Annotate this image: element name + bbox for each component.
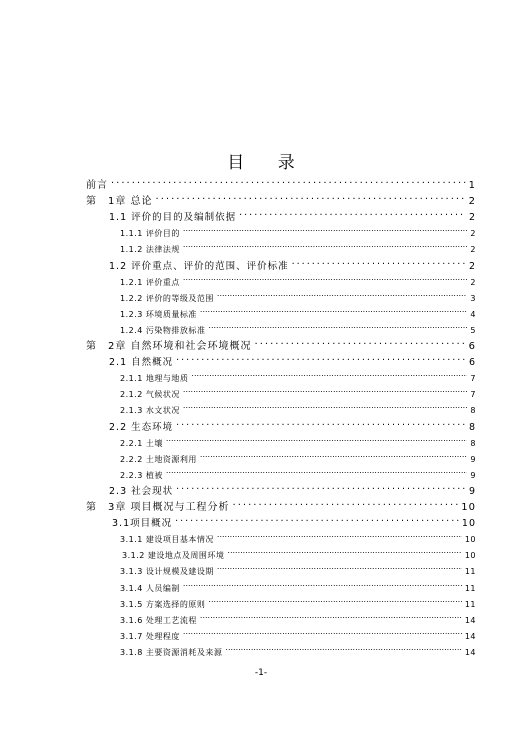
toc-entry[interactable] [120,560,476,577]
toc-entry[interactable] [120,448,476,462]
toc-entry-page: 9 [470,454,476,464]
toc-dot-leader [183,383,468,397]
page-number: -1- [254,668,268,678]
toc-entry-page: 11 [464,583,476,593]
toc-entry-page: 7 [470,390,476,400]
toc-entry-page: 9 [468,485,476,497]
toc-entry-label: 3.1.4 人员编制 [120,583,180,593]
toc-entry[interactable] [86,190,476,208]
toc-entry-label: 3.1.7 处理程度 [120,631,180,641]
toc-entry-page: 8 [468,421,476,433]
toc-entry[interactable] [120,464,476,478]
toc-entry-page: 6 [468,341,476,352]
toc-dot-leader [111,174,466,188]
toc-entry-page: 6 [468,357,476,369]
toc-entry[interactable] [120,625,476,639]
toc-entry-page: 14 [464,647,476,657]
toc-entry[interactable] [109,416,476,433]
toc-entry-page: 2 [468,196,476,208]
toc-entry[interactable] [120,577,476,591]
toc-entry-page: 8 [470,406,476,416]
toc-dot-leader [225,641,461,655]
toc-entry[interactable] [120,383,476,400]
toc-entry-label: 2.2.2 土地资源利用 [120,454,197,464]
toc-entry-page: 2 [470,277,476,287]
toc-entry[interactable] [120,609,476,623]
toc-entry-label: 3.1.6 处理工艺流程 [120,615,197,625]
toc-entry-label: 前言 [86,180,108,191]
toc-dot-leader [183,271,468,285]
toc-entry-label: 3.1.1 建设项目基本情况 [120,535,214,545]
toc-entry-label: 1.2 评价重点、评价的范围、评价标准 [109,260,289,272]
toc-dot-leader [183,399,468,413]
toc-dot-leader [183,222,468,236]
toc-entry[interactable] [120,641,476,655]
toc-entry-label: 第 1章 总论 [86,196,153,208]
toc-dot-leader [217,528,462,542]
toc-entry[interactable] [120,399,476,416]
toc-entry[interactable] [109,480,476,497]
toc-dot-leader [208,593,461,607]
toc-entry[interactable] [120,319,476,333]
toc-entry[interactable] [109,206,476,224]
toc-entry-label: 3.1.8 主要资源消耗及来源 [120,647,223,657]
toc-entry-page: 7 [470,374,476,384]
toc-entry-page: 14 [464,631,476,641]
toc-entry-label: 3.1.5 方案选择的原则 [120,599,206,609]
toc-entry-label: 2.1.2 气候状况 [120,390,180,400]
toc-entry-page: 2 [468,212,476,224]
toc-entry-label: 1.2.3 环境质量标准 [120,309,197,319]
toc-entry-label: 3.1.3 设计规模及建设期 [120,567,214,577]
toc-entry-label: 2.1.1 地理与地质 [120,374,189,384]
toc-dot-leader [166,432,468,446]
toc-entry-label: 2.1 自然概况 [109,357,174,369]
toc-entry-label: 1.2.1 评价重点 [120,277,180,287]
toc-entry-page: 8 [470,438,476,448]
toc-entry-label: 1.1.1 评价目的 [120,229,180,239]
toc-dot-leader [255,335,466,349]
toc-entry[interactable] [120,432,476,446]
toc-entry-page: 2 [470,229,476,239]
toc-entry-page: 2 [470,245,476,255]
toc-entry[interactable] [120,303,476,317]
toc-entry[interactable] [109,255,476,272]
toc-entry-page: 9 [470,470,476,480]
toc-entry-page: 5 [470,325,476,335]
toc-dot-leader [176,480,466,494]
toc-dot-leader [200,303,468,317]
toc-dot-leader [183,577,462,591]
toc-dot-leader [208,319,467,333]
toc-dot-leader [200,609,462,623]
toc-entry[interactable] [120,593,476,607]
toc-title: 目 录 [227,153,309,173]
toc-entry[interactable] [122,544,476,561]
toc-dot-leader [217,287,468,301]
toc-entry[interactable] [120,367,476,384]
toc-dot-leader [227,544,461,558]
toc-entry[interactable] [86,174,476,191]
toc-entry-page: 3 [470,293,476,303]
toc-entry-page: 11 [464,567,476,577]
toc-dot-leader [156,190,466,204]
toc-entry-label: 2.1.3 水文状况 [120,406,180,416]
toc-entry-label: 3.1.2 建设地点及周围环境 [122,551,225,561]
toc-entry-page: 10 [464,535,476,545]
toc-entry-label: 1.1.2 法律法规 [120,245,180,255]
toc-entry-label: 3.1项目概况 [112,518,173,530]
toc-entry[interactable] [120,222,476,239]
toc-dot-leader [191,367,467,381]
toc-entry[interactable] [120,271,476,285]
toc-entry-page: 4 [470,309,476,319]
toc-entry-page: 2 [468,260,476,272]
toc-entry-page: 14 [464,615,476,625]
toc-entry-label: 1.2.4 污染物排放标准 [120,325,206,335]
toc-entry-label: 2.2.1 土壤 [120,438,163,448]
toc-entry[interactable] [86,496,476,513]
toc-entry-page: 1 [468,180,476,191]
toc-dot-leader [166,464,468,478]
toc-entry-page: 10 [461,502,476,513]
toc-entry-page: 11 [464,599,476,609]
toc-entry[interactable] [120,528,476,545]
toc-entry[interactable] [86,335,476,352]
toc-entry[interactable] [120,287,476,301]
toc-dot-leader [183,625,462,639]
toc-entry-label: 2.2.3 植被 [120,470,163,480]
toc-entry-label: 2.3 社会现状 [109,485,174,497]
toc-entry[interactable] [112,512,476,530]
toc-dot-leader [239,206,466,220]
toc-entry-label: 1.1 评价的目的及编制依据 [109,212,237,224]
toc-dot-leader [217,560,462,574]
toc-entry[interactable] [120,238,476,255]
toc-dot-leader [176,351,466,365]
toc-dot-leader [233,496,459,510]
toc-dot-leader [200,448,468,462]
toc-entry-label: 1.2.2 评价的等级及范围 [120,293,214,303]
toc-entry-label: 第 3章 项目概况与工程分析 [86,502,230,513]
toc-dot-leader [292,255,466,269]
toc-entry-label: 2.2 生态环境 [109,421,174,433]
toc-dot-leader [183,238,468,252]
toc-entry-page: 10 [464,551,476,561]
toc-entry[interactable] [109,351,476,369]
toc-entry-page: 10 [461,518,476,530]
toc-dot-leader [175,512,459,526]
toc-entry-label: 第 2章 自然环境和社会环境概况 [86,341,252,352]
toc-dot-leader [176,416,466,430]
